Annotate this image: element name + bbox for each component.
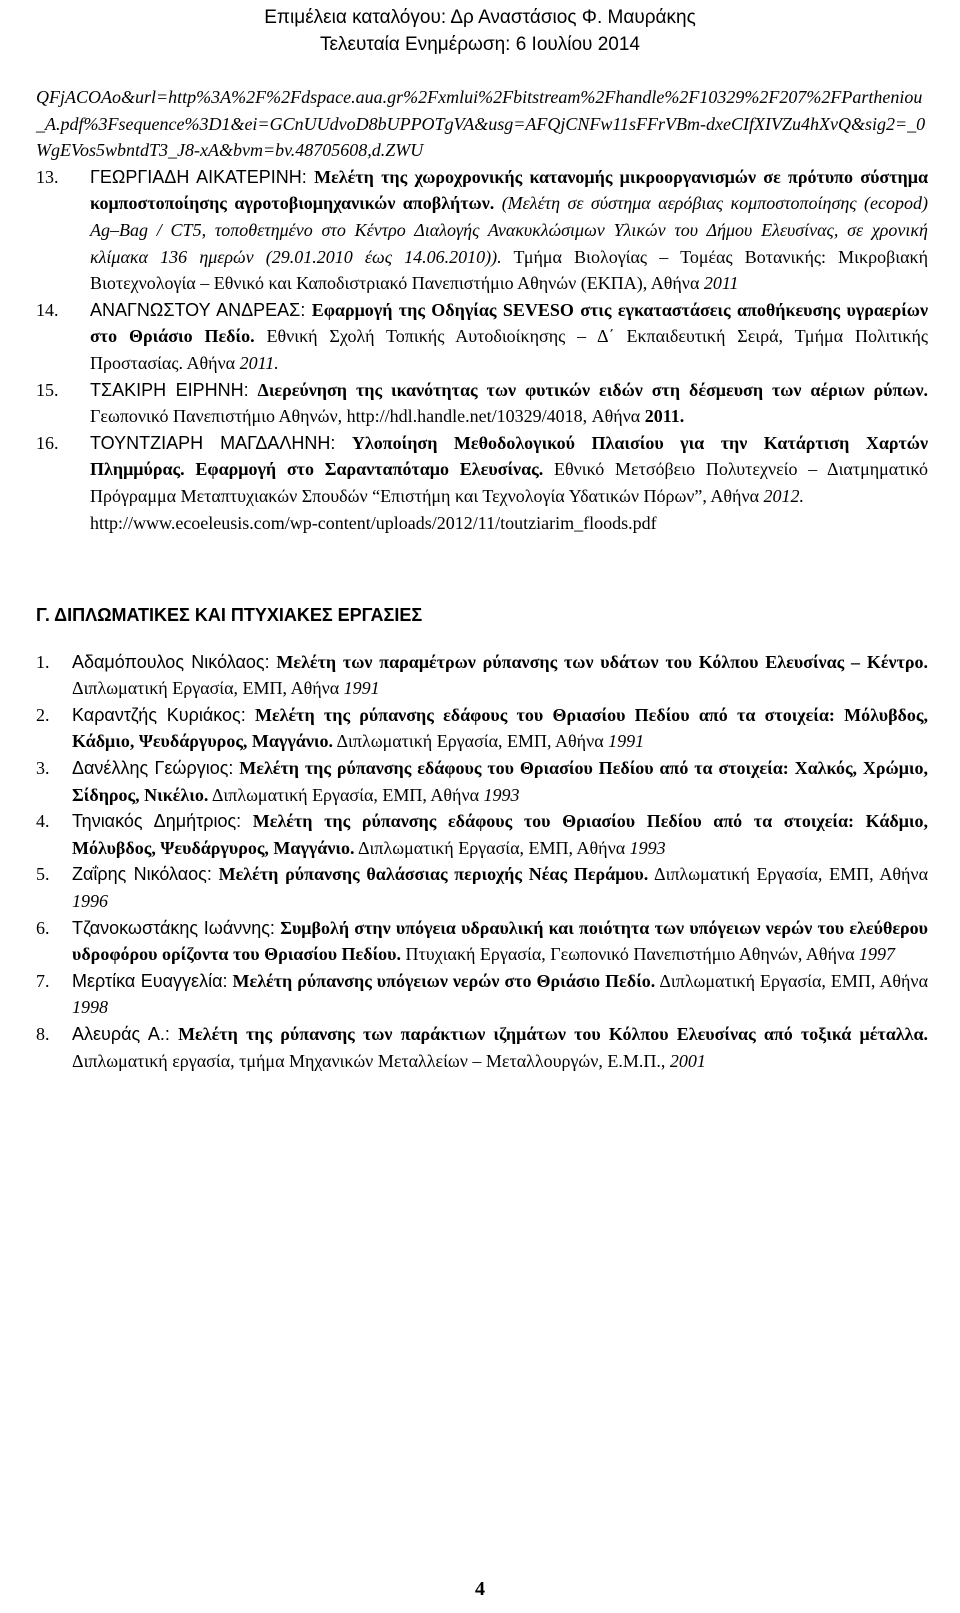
page-number: 4: [475, 1578, 485, 1600]
entry-author: ΑΝΑΓΝΩΣΤΟΥ ΑΝΔΡΕΑΣ:: [90, 299, 306, 320]
entry-title: Υλοποίηση Μεθοδολογικού Πλαισίου για την Κατάρτιση Χαρτών Πλημμύρας. Εφαρμογή στο Σαρανταπόταμο Ελευσίνας.: [90, 432, 928, 480]
header-updated-line: Τελευταία Ενημέρωση: 6 Ιουλίου 2014: [319, 34, 640, 55]
section-heading: Γ. ΔΙΠΛΩΜΑΤΙΚΕΣ ΚΑΙ ΠΤΥΧΙΑΚΕΣ ΕΡΓΑΣΙΕΣ: [36, 605, 423, 626]
list-item: [36, 755, 928, 808]
entry-year: 2001: [669, 1050, 706, 1071]
entry-title: Μελέτη της ρύπανσης εδάφους του Θριασίου Πεδίου από τα στοιχεία: Μόλυβδος, Κάδμιο, Ψευδάργυρος, Μαγγάνιο.: [72, 704, 928, 752]
list-item: [36, 808, 928, 861]
entry-number: 6.: [36, 917, 50, 938]
entry-title: Μελέτη της ρύπανσης εδάφους του Θριασίου Πεδίου από τα στοιχεία: Κάδμιο, Μόλυβδος, Ψευδάργυρος, Μαγγάνιο.: [72, 811, 928, 858]
entry-number: 13.: [36, 166, 59, 187]
entry-title: Διερεύνηση της ικανότητας των φυτικών ειδών στη δέσμευση των αέριων ρύπων.: [257, 379, 929, 400]
entry-publisher: Τμήμα Βιολογίας – Τομέας Βοτανικής: Μικροβιακή Βιοτεχνολογία – Εθνικό και Καποδιστριακό Πανεπιστήμιο Αθηνών (ΕΚΠΑ), Αθήνα: [90, 246, 928, 294]
list-item: [36, 702, 928, 755]
entry-title: Μελέτη ρύπανσης υπόγειων νερών στο Θριάσιο Πεδίο.: [232, 970, 656, 991]
entry-publisher: Εθνική Σχολή Τοπικής Αυτοδιοίκησης – Δ΄ Εκπαιδευτική Σειρά, Τμήμα Πολιτικής Προστασίας. Αθήνα: [90, 326, 928, 373]
entry-number: 7.: [36, 970, 50, 991]
entry-publisher: Εθνικό Μετσόβειο Πολυτεχνείο – Διατμηματικό Πρόγραμμα Μεταπτυχιακών Σπουδών “Επιστήμη και Τεχνολογία Υδατικών Πόρων”, Αθήνα: [90, 459, 928, 506]
entry-publisher: Διπλωματική Εργασία, ΕΜΠ, Αθήνα: [654, 864, 929, 885]
entry-number: 4.: [36, 811, 50, 832]
entry-year: 1991: [343, 678, 380, 699]
entry-author: ΤΣΑΚΙΡΗ ΕΙΡΗΝΗ:: [90, 379, 249, 400]
page-header: [0, 4, 960, 58]
header-editor-line: Επιμέλεια καταλόγου: Δρ Αναστάσιος Φ. Μαυράκης: [264, 7, 696, 28]
entry-author: Μερτίκα Ευαγγελία:: [72, 970, 228, 991]
entry-year: 2011.: [239, 352, 279, 373]
entry-title: Μελέτη της χωροχρονικής κατανομής μικροοργανισμών σε πρότυπο σύστημα κομποστοποίησης αγροτοβιομηχανικών αποβλήτων.: [90, 166, 928, 214]
entry-title: Μελέτη της ρύπανσης εδάφους του Θριασίου Πεδίου από τα στοιχεία: Χαλκός, Χρώμιο, Σίδηρος, Νικέλιο.: [72, 758, 928, 805]
url-continuation: QFjACOAo&url=http%3A%2F%2Fdspace.aua.gr%2Fxmlui%2Fbitstream%2Fhandle%2F10329%2F207%2FPartheniou_A.pdf%3Fsequence%3D1&ei=GCnUUdvoD8bUPPOTgVA&usg=AFQjCNFw11sFFrVBm-dxeCIfXIVZu4hXvQ&sig2=_0WgEVos5wbntdT3_J8-xA&bvm=bv.48705608,d.ZWU: [36, 87, 926, 161]
entry-author: ΤΟΥΝΤΖΙΑΡΗ ΜΑΓΔΑΛΗΝΗ:: [90, 432, 336, 453]
entry-url[interactable]: http://www.ecoeleusis.com/wp-content/uploads/2012/11/toutziarim_floods.pdf: [90, 512, 657, 533]
entry-author: Ζαΐρης Νικόλαος:: [72, 864, 212, 885]
entry-title: Μελέτη των παραμέτρων ρύπανσης των υδάτων του Κόλπου Ελευσίνας – Κέντρο.: [276, 651, 928, 672]
entry-author: Τζανοκωστάκης Ιωάννης:: [72, 917, 275, 938]
entry-publisher: Διπλωματική Εργασία, ΕΜΠ, Αθήνα: [357, 837, 626, 858]
entry-year: 2012.: [763, 485, 805, 506]
list-item: [36, 377, 928, 430]
entry-number: 1.: [36, 651, 50, 672]
entry-publisher: Διπλωματική εργασία, τμήμα Μηχανικών Μεταλλείων – Μεταλλουργών, Ε.Μ.Π.,: [72, 1050, 666, 1071]
list-item: [36, 861, 928, 914]
entry-title: Μελέτη της ρύπανσης των παράκτιων ιζημάτων του Κόλπου Ελευσίνας από τοξικά μέταλλα.: [178, 1024, 928, 1044]
list-item: [36, 1021, 928, 1074]
entry-title: Μελέτη ρύπανσης θαλάσσιας περιοχής Νέας Περάμου.: [218, 864, 649, 885]
entry-publisher: Διπλωματική Εργασία, ΕΜΠ, Αθήνα: [72, 678, 340, 699]
entry-number: 15.: [36, 379, 59, 400]
entry-year: 1997: [859, 944, 895, 965]
entry-year: 1993: [483, 784, 520, 805]
list-item: [36, 649, 928, 702]
document-body: [36, 84, 928, 1074]
entry-number: 14.: [36, 299, 59, 320]
entry-title: Εφαρμογή της Οδηγίας SEVESO στις εγκαταστάσεις αποθήκευσης υγραερίων στο Θριάσιο Πεδίο.: [90, 299, 929, 347]
entry-year: 1993: [629, 837, 666, 858]
list-item: [36, 297, 928, 377]
entry-author: Καραντζής Κυριάκος:: [72, 704, 246, 725]
list-item: [36, 968, 928, 1021]
entry-publisher: Διπλωματική Εργασία, ΕΜΠ, Αθήνα: [211, 784, 480, 805]
entry-number: 16.: [36, 432, 59, 453]
list-item: [36, 164, 928, 297]
entry-number: 8.: [36, 1024, 50, 1044]
entry-year: 1991: [608, 731, 645, 752]
list-item: [36, 430, 928, 536]
entry-author: Αλευράς Α.:: [72, 1024, 170, 1044]
entry-author: Αδαμόπουλος Νικόλαος:: [72, 651, 270, 672]
entry-title: Συμβολή στην υπόγεια υδραυλική και ποιότητα των υπόγειων νερών του ελεύθερου υδροφόρου ορίζοντα του Θριασίου Πεδίου.: [72, 917, 929, 965]
entry-note: (Μελέτη σε σύστημα αερόβιας κομποστοποίησης (ecopod) Ag–Bag / CT5, τοποθετημένο στο Κέντρο Διαλογής Ανακυκλώσιμων Υλικών του Δήμου Ελευσίνας, σε χρονική κλίμακα 136 ημερών (29.01.2010 έως 14.06.2010)).: [90, 193, 928, 267]
entry-author: Τηνιακός Δημήτριος:: [72, 811, 242, 832]
entry-number: 3.: [36, 758, 50, 779]
entry-number: 2.: [36, 704, 50, 725]
entry-publisher: Πτυχιακή Εργασία, Γεωπονικό Πανεπιστήμιο Αθηνών, Αθήνα: [405, 944, 855, 965]
entry-publisher: Γεωπονικό Πανεπιστήμιο Αθηνών, http://hdl.handle.net/10329/4018, Αθήνα: [90, 406, 641, 427]
entry-author: ΓΕΩΡΓΙΑΔΗ ΑΙΚΑΤΕΡΙΝΗ:: [90, 166, 307, 187]
entry-year: 2011.: [644, 406, 685, 427]
entry-year: 1996: [72, 891, 108, 912]
entry-publisher: Διπλωματική Εργασία, ΕΜΠ, Αθήνα: [336, 731, 604, 752]
entry-author: Δανέλλης Γεώργιος:: [72, 758, 234, 779]
entry-publisher: Διπλωματική Εργασία, ΕΜΠ, Αθήνα: [659, 970, 928, 991]
entry-year: 2011: [703, 273, 739, 294]
entry-number: 5.: [36, 864, 50, 885]
list-item: [36, 915, 928, 968]
entry-year: 1998: [72, 997, 108, 1018]
